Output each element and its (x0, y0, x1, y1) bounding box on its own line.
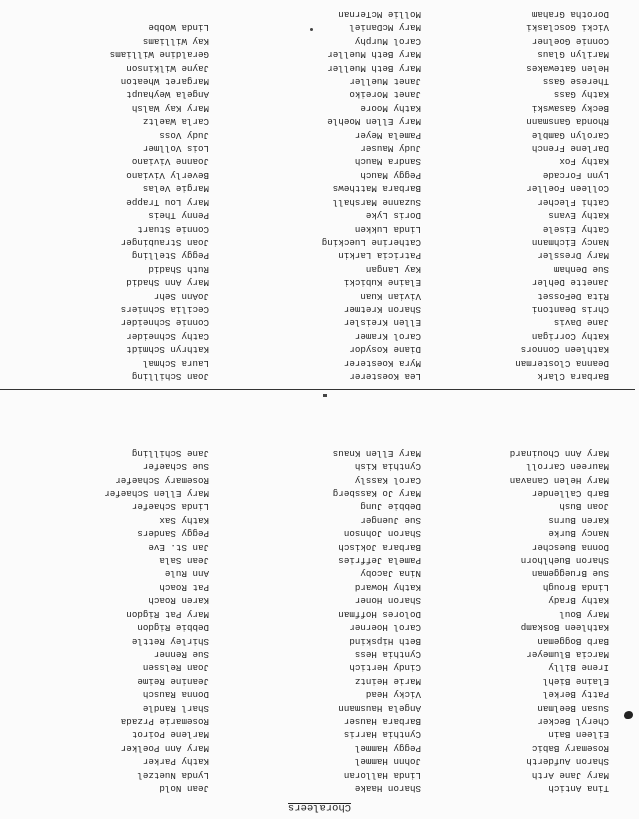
member-name: Sue Juenger (360, 514, 421, 526)
name-column-1 (510, 446, 609, 795)
member-name: Carla Waeltz (142, 116, 209, 128)
member-name: Linda Brough (542, 581, 609, 593)
member-name: Cynthia Hess (354, 648, 421, 660)
member-name: JoAnn Sehr (153, 290, 209, 302)
member-name: Kathy Gass (553, 89, 609, 101)
member-name: Mary Beth Mueller (327, 62, 421, 74)
member-name: Mary Lou Trappe (126, 196, 209, 208)
member-name: Joan Schilling (131, 371, 209, 382)
member-name: Catherine Luecking (321, 236, 421, 248)
member-name: Elaine Biehl (542, 675, 609, 687)
member-name: Margie Velas (142, 183, 209, 195)
member-name: Sue Denham (553, 263, 609, 275)
member-name: Barb Callender (531, 488, 609, 500)
member-name: Carolyn Gamble (531, 129, 609, 141)
member-name: Mary Dressler (537, 250, 609, 262)
member-name: Cindy Hertich (349, 662, 421, 674)
member-name: Shirley Rettle (131, 635, 209, 647)
member-name: Mary Helen Canavan (509, 474, 609, 486)
member-name: Kathy Sax (159, 514, 209, 526)
member-name: Colleen Foeller (526, 183, 609, 195)
member-name: Cathy Schneider (126, 330, 209, 342)
member-name: Beth Hipskind (349, 635, 421, 647)
member-name: Mollie McTernan (338, 9, 421, 21)
member-name: Mary McDaniel (349, 22, 421, 34)
member-name: Mary Ellen Moehle (327, 116, 421, 128)
member-name: Doris Lyke (365, 210, 421, 222)
member-name: Ann Rule (164, 568, 209, 580)
member-name: Eileen Bain (548, 729, 609, 741)
member-name: Joanne Viviano (131, 156, 209, 168)
member-name: Pat Roach (159, 581, 209, 593)
member-name: Barbara Jokisch (338, 541, 421, 553)
member-name: Barb Boggeman (537, 635, 609, 647)
member-name: Kathy Brady (548, 595, 609, 607)
member-name: Kathryn Schmidt (126, 344, 209, 356)
member-name: Peggy Hammel (354, 742, 421, 754)
member-name: Nancy Eichmann (531, 236, 609, 248)
member-name: Jayne Wilkinson (126, 62, 209, 74)
member-name: Lea Koesterer (349, 371, 421, 382)
member-name: Kathleen Boskamp (520, 622, 609, 634)
member-name: Beverly Viviano (126, 169, 209, 181)
member-name: Pamela Meyer (354, 129, 421, 141)
member-name: Peggy Mauch (360, 169, 421, 181)
member-name: Janet Moreiko (349, 89, 421, 101)
member-name: Cathy Eisele (542, 223, 609, 235)
member-name: Vicki Gosclaski (526, 22, 609, 34)
member-name: Linda Halloran (343, 769, 421, 781)
member-name: Connie Schneider (120, 317, 209, 329)
name-column-4 (515, 8, 609, 383)
member-name: Joan Relssen (142, 662, 209, 674)
member-name: Janette Dehler (531, 277, 609, 289)
member-name: Mary Ellen Knaus (332, 447, 421, 459)
member-name: Joan Straubinger (120, 236, 209, 248)
member-name: Judy Mauser (360, 143, 421, 155)
member-name: Rosemarie Przada (120, 715, 209, 727)
member-name: Mary Jane Arth (531, 769, 609, 781)
member-name: Peggy Stelling (131, 250, 209, 262)
member-name: Nancy Burke (548, 528, 609, 540)
member-name: Kathleen Connors (520, 344, 609, 356)
member-name: Kathy Corrigan (531, 330, 609, 342)
member-name: Debbie Rigdon (137, 622, 209, 634)
member-name: Sandra Mauch (354, 156, 421, 168)
member-name: Sharon Kretmer (343, 303, 421, 315)
member-name: Susan Beelman (537, 702, 609, 714)
divider-mark (323, 394, 327, 397)
member-name: Kay Langan (365, 263, 421, 275)
member-name: Maureen Carroll (526, 461, 609, 473)
member-name: Dolores Hoffman (338, 608, 421, 620)
member-name: Sue Brueggeman (531, 568, 609, 580)
member-name: Nina Jacoby (360, 568, 421, 580)
member-name: Kathy Moore (360, 102, 421, 114)
member-name: Pamela Jeffries (338, 555, 421, 567)
member-name: Carol Kramer (354, 330, 421, 342)
member-name: Barbara Matthews (332, 183, 421, 195)
member-name: Suzanne Marshall (332, 196, 421, 208)
member-name: Jean Nold (159, 783, 209, 794)
member-name: Mary Ann Shadid (126, 277, 209, 289)
member-name: Janet Mueller (349, 76, 421, 88)
member-name: Laura Schmal (142, 357, 209, 369)
member-name: Jane Schilling (131, 447, 209, 459)
member-name: Deanna Closterman (515, 357, 609, 369)
member-name: Sharon Aufderth (526, 756, 609, 768)
member-name: Lynn Forcade (542, 169, 609, 181)
member-name: Kathy Howard (354, 581, 421, 593)
name-column-2 (333, 446, 421, 795)
member-name: Marlene Poirot (131, 729, 209, 741)
member-name: Dorotha Graham (531, 9, 609, 21)
member-name: Therese Gass (542, 76, 609, 88)
member-name: Mary Pat Rigdon (126, 608, 209, 620)
member-name: Myra Koesterer (343, 357, 421, 369)
member-name: Jean Sala (159, 555, 209, 567)
member-name: Sharon Haake (354, 783, 421, 794)
member-name: Linda Schaefer (131, 501, 209, 513)
member-name: Rosemary Schaefer (115, 474, 209, 486)
member-name: Ruth Shadid (148, 263, 209, 275)
member-name: Sue Schaefer (142, 461, 209, 473)
member-name: Mary Boul (559, 608, 609, 620)
member-name: Cynthia Kish (354, 461, 421, 473)
name-column-5 (322, 8, 421, 383)
ink-dot (310, 28, 313, 31)
member-name: Lynda Nuetzel (137, 769, 209, 781)
member-name: Vivian Kuan (360, 290, 421, 302)
member-name: Marilyn Glaus (537, 49, 609, 61)
member-name: Kay Williams (142, 35, 209, 47)
member-name: Barbara Hauser (343, 715, 421, 727)
member-name: Connie Goelner (531, 35, 609, 47)
member-name: Marcia Blumeyer (526, 648, 609, 660)
member-name: Sue Renner (153, 648, 209, 660)
member-name: Darlene French (531, 143, 609, 155)
member-name: Judy Voss (159, 129, 209, 141)
member-name: Mary Ann Poelker (120, 742, 209, 754)
member-name: Jane Davis (553, 317, 609, 329)
member-name: Vicky Head (365, 689, 421, 701)
member-name: Penny Theis (148, 210, 209, 222)
member-name: Mary Kay Walsh (131, 102, 209, 114)
member-name: Carol Kassly (354, 474, 421, 486)
member-name: Donna Rausch (142, 689, 209, 701)
member-name: Cynthia Harris (343, 729, 421, 741)
member-name: Elaine Kubicki (343, 277, 421, 289)
section-divider (0, 389, 635, 390)
member-name: Jeanine Reime (137, 675, 209, 687)
member-name: Carol Murphy (354, 35, 421, 47)
member-name: Cecilia Schniers (120, 303, 209, 315)
member-name: Rosemary Babic (531, 742, 609, 754)
member-name: Carol Hoerner (349, 622, 421, 634)
member-name: Helen Gatewakes (526, 62, 609, 74)
member-name: Lois Vollmer (142, 143, 209, 155)
member-name: Linda Lukken (354, 223, 421, 235)
member-name: Tina Antich (548, 783, 609, 794)
member-name: Kathy Evans (548, 210, 609, 222)
member-name: Sharon Johnson (343, 528, 421, 540)
member-name: Diane Kosydor (349, 344, 421, 356)
ink-blot (624, 711, 633, 719)
member-name: Donna Buescher (531, 541, 609, 553)
member-name: Jan St. Eve (148, 541, 209, 553)
member-name: Geraldine Williams (109, 49, 209, 61)
member-name: Connie Stuart (137, 223, 209, 235)
member-name: Johnn Hammel (354, 756, 421, 768)
name-column-3 (104, 446, 209, 795)
member-name: Sharon Buehlhorn (520, 555, 609, 567)
member-name: Kathy Parker (142, 756, 209, 768)
member-name: Mary Beth Mueller (327, 49, 421, 61)
member-name: Linda Wobbe (148, 22, 209, 34)
member-name: Cathi Flecher (537, 196, 609, 208)
member-name: Barbara Clark (537, 371, 609, 382)
member-name: Joan Bush (559, 501, 609, 513)
member-name: Karen Burns (548, 514, 609, 526)
member-name: Rhonda Gansmann (526, 116, 609, 128)
member-name: Cheryl Becker (537, 715, 609, 727)
member-name: Mary Ann Chouinard (509, 447, 609, 459)
member-name: Rita DeFosset (537, 290, 609, 302)
member-name: Debbie Jung (360, 501, 421, 513)
member-name: Becky Gasawski (531, 102, 609, 114)
member-name: Ellen Kreisler (343, 317, 421, 329)
member-name: Marie Heintz (354, 675, 421, 687)
member-name: Peggy Sanders (137, 528, 209, 540)
member-name: Margaret Wheaton (120, 76, 209, 88)
member-name: Patty Berkel (542, 689, 609, 701)
member-name: Sharon Honer (354, 595, 421, 607)
member-name: Kathy Fox (559, 156, 609, 168)
member-name: Karen Roach (148, 595, 209, 607)
member-name: Angela Weyhaupt (126, 89, 209, 101)
member-name: Irene Billy (548, 662, 609, 674)
member-name: Sharl Randle (142, 702, 209, 714)
member-name: Chris Deantoni (531, 303, 609, 315)
member-name: Mary Jo Kassberg (332, 488, 421, 500)
member-name: Patricia Larkin (338, 250, 421, 262)
member-name: Mary Ellen Schaefer (104, 488, 209, 500)
page-title: Choraleers (288, 801, 352, 813)
member-name: Angela Hausmann (338, 702, 421, 714)
name-column-6 (110, 21, 209, 383)
